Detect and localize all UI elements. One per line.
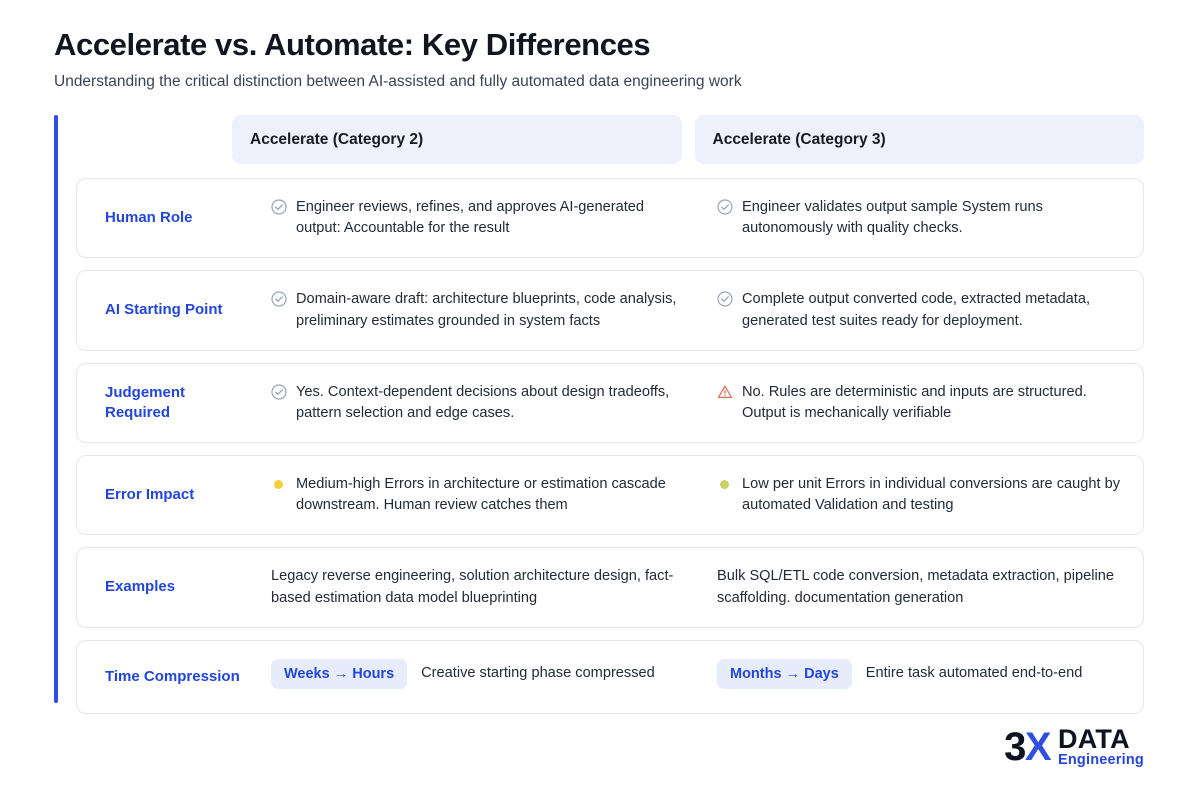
row-label xyxy=(77,548,255,626)
amber-dot-icon xyxy=(274,480,283,489)
logo-mark xyxy=(1004,724,1050,769)
row-label xyxy=(77,456,255,534)
logo-word-engineering: Engineering xyxy=(1058,752,1144,769)
row-cell-category3 xyxy=(697,456,1143,534)
row-label-text: Time Compression xyxy=(105,667,240,685)
row-cell-category2 xyxy=(255,641,697,713)
check-circle-icon xyxy=(717,199,733,215)
row-cell-category3 xyxy=(697,271,1143,349)
check-circle-icon xyxy=(271,384,287,400)
olive-dot-icon xyxy=(720,480,729,489)
row-label-text: Examples xyxy=(105,578,176,596)
cell-text: No. Rules are deterministic and inputs are structured. Output is mechanically verifiable xyxy=(742,383,1087,421)
row-label xyxy=(77,179,255,257)
table-row xyxy=(76,640,1144,714)
table-row xyxy=(76,270,1144,350)
row-label-text: Human Role xyxy=(105,209,193,227)
row-cell-category3 xyxy=(697,179,1143,257)
time-compression-badge: Weeks → Hours xyxy=(271,659,407,689)
logo-wordmark xyxy=(1058,723,1144,769)
page-subtitle: Understanding the critical distinction between AI-assisted and fully automated data engineering work xyxy=(54,73,742,91)
header-cell-category2 xyxy=(232,115,682,164)
row-label xyxy=(77,641,255,713)
cell-text: Yes. Context-dependent decisions about design tradeoffs, pattern selection and edge cases. xyxy=(296,383,670,421)
header-cell-empty xyxy=(54,115,232,164)
row-label-text: AI Starting Point xyxy=(105,301,223,319)
logo-number: 3 xyxy=(1004,724,1025,769)
check-circle-icon xyxy=(271,291,287,307)
row-label xyxy=(77,364,255,442)
row-cell-category2 xyxy=(255,456,697,534)
row-label xyxy=(77,271,255,349)
table-header-row xyxy=(54,115,1144,164)
row-cell-category3 xyxy=(697,641,1143,713)
logo-x-icon: X xyxy=(1024,724,1050,769)
cell-text: Bulk SQL/ETL code conversion, metadata extraction, pipeline scaffolding. documentation generation xyxy=(717,568,1114,606)
brand-logo xyxy=(1004,723,1144,769)
time-compression-badge: Months → Days xyxy=(717,659,852,689)
cell-text: Medium-high Errors in architecture or estimation cascade downstream. Human review catches them xyxy=(296,476,666,514)
check-circle-icon xyxy=(271,199,287,215)
row-label-text: Judgement Required xyxy=(105,383,186,421)
table-row xyxy=(76,547,1144,627)
cell-text: Creative starting phase compressed xyxy=(421,665,655,682)
header-gap xyxy=(682,115,695,164)
cell-text: Domain-aware draft: architecture blueprints, code analysis, preliminary estimates grounded in system facts xyxy=(296,291,677,329)
table-row xyxy=(76,178,1144,258)
cell-text: Engineer validates output sample System runs autonomously with quality checks. xyxy=(742,199,1043,237)
warning-triangle-icon xyxy=(717,384,733,400)
header-cell-category3 xyxy=(695,115,1145,164)
row-label-text: Error Impact xyxy=(105,486,195,504)
table-row xyxy=(76,363,1144,443)
header-label-category3: Accelerate (Category 3) xyxy=(712,130,886,148)
page-title: Accelerate vs. Automate: Key Differences xyxy=(54,27,651,62)
check-circle-icon xyxy=(717,291,733,307)
cell-text: Complete output converted code, extracted metadata, generated test suites ready for deployment. xyxy=(742,291,1091,329)
row-cell-category3 xyxy=(697,364,1143,442)
left-accent-rail xyxy=(54,115,58,703)
comparison-table xyxy=(54,115,1144,714)
header-label-category2: Accelerate (Category 2) xyxy=(250,130,424,148)
row-cell-category2 xyxy=(255,271,697,349)
row-cell-category2 xyxy=(255,548,697,626)
row-cell-category2 xyxy=(255,364,697,442)
cell-text: Engineer reviews, refines, and approves AI-generated output: Accountable for the result xyxy=(296,199,645,237)
row-cell-category3 xyxy=(697,548,1143,626)
table-row xyxy=(76,455,1144,535)
logo-word-data: DATA xyxy=(1058,723,1130,754)
row-cell-category2 xyxy=(255,179,697,257)
cell-text: Legacy reverse engineering, solution architecture design, fact-based estimation data model blueprinting xyxy=(271,568,674,606)
cell-text: Low per unit Errors in individual conversions are caught by automated Validation and testing xyxy=(742,476,1121,514)
cell-text: Entire task automated end-to-end xyxy=(865,665,1083,682)
